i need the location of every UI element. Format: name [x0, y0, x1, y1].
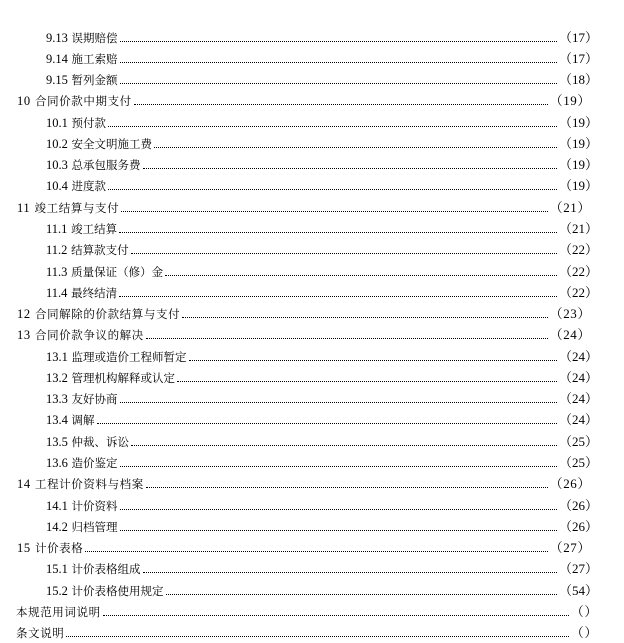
toc-entry-page: （26）	[558, 498, 598, 513]
toc-entry-number: 10	[17, 94, 31, 108]
dot-leader	[189, 360, 557, 361]
dot-leader	[131, 253, 557, 254]
toc-entry-9-13[interactable]	[46, 26, 598, 47]
dot-leader	[120, 466, 557, 467]
toc-entry-number: 9.15	[46, 73, 68, 87]
toc-entry-13-1[interactable]	[46, 345, 598, 366]
toc-chapter-13[interactable]	[17, 323, 591, 344]
toc-entry-9-14[interactable]	[46, 47, 598, 68]
toc-entry-page: （18）	[558, 72, 598, 87]
toc-entry-page: （19）	[558, 115, 598, 130]
toc-entry-page: （）	[570, 625, 598, 640]
toc-entry-number: 13	[17, 328, 31, 342]
toc-entry-number: 13.2	[46, 371, 68, 385]
toc-entry-title: 结算款支付	[71, 243, 129, 257]
toc-entry-11-2[interactable]	[46, 238, 598, 259]
toc-entry-13-5[interactable]	[46, 430, 598, 451]
toc-entry-page: （17）	[558, 51, 598, 66]
toc-entry-page: （21）	[558, 221, 598, 236]
toc-entry-text	[17, 307, 180, 323]
toc-entry-text	[46, 265, 163, 281]
toc-entry-14-2[interactable]	[46, 515, 598, 536]
toc-entry-page: （25）	[558, 434, 598, 449]
toc-entry-text	[46, 137, 152, 153]
toc-entry-title: 合同价款中期支付	[34, 94, 132, 108]
toc-entry-14-1[interactable]	[46, 494, 598, 515]
toc-entry-text	[46, 243, 129, 259]
dot-leader	[143, 168, 557, 169]
toc-chapter-14[interactable]	[17, 472, 591, 493]
toc-entry-page: （24）	[549, 327, 591, 342]
toc-entry-text	[46, 52, 118, 68]
dot-leader	[66, 636, 568, 637]
toc-entry-page: （27）	[549, 540, 591, 555]
toc-entry-number: 13.1	[46, 350, 68, 364]
toc-entry-text	[46, 499, 118, 515]
toc-entry-page: （19）	[549, 93, 591, 108]
toc-entry-number: 13.6	[46, 456, 68, 470]
toc-entry-text	[46, 222, 117, 238]
toc-entry-title: 误期赔偿	[71, 31, 118, 45]
toc-entry-commentary[interactable]	[16, 621, 598, 642]
toc-entry-number: 10.2	[46, 137, 68, 151]
dot-leader	[146, 338, 548, 339]
toc-entry-13-6[interactable]	[46, 451, 598, 472]
toc-entry-text	[46, 456, 118, 472]
toc-entry-number: 15.1	[46, 562, 68, 576]
toc-entry-page: （25）	[558, 455, 598, 470]
toc-entry-text	[46, 392, 118, 408]
toc-entry-title: 友好协商	[71, 392, 118, 406]
toc-chapter-10[interactable]	[17, 89, 591, 110]
toc-entry-10-4[interactable]	[46, 174, 598, 195]
toc-entry-number: 11	[17, 201, 31, 215]
toc-entry-number: 9.13	[46, 31, 68, 45]
dot-leader	[177, 381, 557, 382]
toc-entry-title: 最终结清	[71, 286, 118, 300]
toc-entry-title: 竣工结算与支付	[34, 201, 120, 215]
toc-entry-title: 安全文明施工费	[71, 137, 153, 151]
dot-leader	[120, 62, 557, 63]
toc-entry-text	[17, 201, 119, 217]
toc-entry-13-2[interactable]	[46, 366, 598, 387]
dot-leader	[119, 296, 557, 297]
toc-entry-title: 暂列金额	[71, 73, 118, 87]
toc-entry-page: （22）	[558, 242, 598, 257]
toc-entry-text	[17, 328, 144, 344]
toc-entry-text	[17, 541, 83, 557]
toc-entry-title: 竣工结算	[71, 222, 118, 236]
toc-entry-number: 10.3	[46, 158, 68, 172]
toc-entry-text	[46, 31, 118, 47]
toc-entry-15-2[interactable]	[46, 579, 598, 600]
toc-entry-number: 14.2	[46, 520, 68, 534]
toc-entry-10-1[interactable]	[46, 111, 598, 132]
dot-leader	[120, 41, 557, 42]
toc-entry-text	[46, 520, 118, 536]
toc-entry-text	[46, 435, 129, 451]
toc-chapter-15[interactable]	[17, 536, 591, 557]
toc-entry-title: 预付款	[71, 116, 107, 130]
toc-entry-title: 合同解除的价款结算与支付	[34, 307, 181, 321]
toc-entry-page: （24）	[558, 349, 598, 364]
toc-entry-number: 13.4	[46, 413, 68, 427]
toc-entry-title: 工程计价资料与档案	[34, 477, 144, 491]
toc-entry-title: 管理机构解释或认定	[71, 371, 176, 385]
dot-leader	[134, 104, 548, 105]
dot-leader	[120, 402, 557, 403]
toc-entry-11-4[interactable]	[46, 281, 598, 302]
toc-entry-number: 12	[17, 307, 31, 321]
toc-chapter-12[interactable]	[17, 302, 591, 323]
dot-leader	[121, 211, 547, 212]
toc-entry-text	[46, 286, 117, 302]
dot-leader	[85, 551, 547, 552]
toc-entry-9-15[interactable]	[46, 68, 598, 89]
toc-entry-15-1[interactable]	[46, 557, 598, 578]
toc-entry-10-2[interactable]	[46, 132, 598, 153]
toc-entry-number: 11.1	[46, 222, 68, 236]
toc-entry-text	[46, 158, 141, 174]
toc-entry-title: 合同价款争议的解决	[34, 328, 144, 342]
toc-entry-text	[46, 413, 95, 429]
dot-leader	[165, 275, 557, 276]
toc-entry-text	[46, 179, 106, 195]
toc-entry-page: （23）	[549, 306, 591, 321]
toc-entry-number: 9.14	[46, 52, 68, 66]
toc-entry-page: （24）	[558, 391, 598, 406]
toc-entry-title: 条文说明	[16, 626, 65, 640]
toc-entry-text	[46, 562, 141, 578]
toc-entry-title: 计价表格组成	[71, 562, 141, 576]
toc-entry-number: 15	[17, 541, 31, 555]
dot-leader	[103, 615, 569, 616]
toc-entry-page: （）	[570, 604, 598, 619]
toc-entry-title: 计价表格使用规定	[71, 584, 164, 598]
toc-entry-title: 计价表格	[34, 541, 84, 555]
toc-entry-number: 14.1	[46, 499, 68, 513]
toc-entry-11-1[interactable]	[46, 217, 598, 238]
dot-leader	[108, 189, 557, 190]
toc-entry-13-3[interactable]	[46, 387, 598, 408]
toc-entry-11-3[interactable]	[46, 260, 598, 281]
toc-entry-number: 13.5	[46, 435, 68, 449]
dot-leader	[120, 509, 557, 510]
toc-entry-text	[46, 73, 118, 89]
toc-entry-title: 总承包服务费	[71, 158, 141, 172]
toc-chapter-11[interactable]	[17, 196, 591, 217]
toc-entry-title: 质量保证（修）金	[71, 265, 164, 279]
toc-entry-number: 11.4	[46, 286, 68, 300]
toc-entry-10-3[interactable]	[46, 153, 598, 174]
toc-entry-page: （26）	[558, 519, 598, 534]
toc-entry-text	[46, 371, 175, 387]
dot-leader	[120, 83, 557, 84]
toc-entry-number: 14	[17, 477, 31, 491]
dot-leader	[182, 317, 547, 318]
toc-entry-page: （22）	[558, 264, 598, 279]
toc-entry-page: （19）	[558, 178, 598, 193]
toc-entry-title: 监理或造价工程师暂定	[71, 350, 187, 364]
toc-entry-page: （19）	[558, 157, 598, 172]
toc-entry-number: 11.3	[46, 265, 68, 279]
toc-entry-text	[17, 477, 144, 493]
dot-leader	[119, 232, 557, 233]
toc-entry-title: 调解	[71, 413, 95, 427]
toc-entry-page: （27）	[558, 561, 598, 576]
toc-entry-title: 施工索赔	[71, 52, 118, 66]
toc-entry-number: 10.1	[46, 116, 68, 130]
dot-leader	[154, 147, 557, 148]
toc-entry-number: 10.4	[46, 179, 68, 193]
toc-entry-page: （26）	[549, 476, 591, 491]
toc-entry-number: 15.2	[46, 584, 68, 598]
toc-entry-title: 进度款	[71, 179, 107, 193]
toc-entry-page: （21）	[549, 200, 591, 215]
dot-leader	[97, 423, 557, 424]
toc-entry-terminology[interactable]	[16, 600, 598, 621]
toc-entry-title: 仲裁、诉讼	[71, 435, 130, 449]
dot-leader	[108, 126, 557, 127]
dot-leader	[143, 572, 557, 573]
toc-entry-text	[46, 116, 106, 132]
toc-entry-13-4[interactable]	[46, 408, 598, 429]
toc-entry-number: 13.3	[46, 392, 68, 406]
toc-entry-number: 11.2	[46, 243, 68, 257]
toc-entry-page: （54）	[558, 583, 598, 598]
dot-leader	[146, 487, 548, 488]
toc-entry-text	[46, 350, 187, 366]
toc-entry-title: 造价鉴定	[71, 456, 118, 470]
toc-entry-page: （19）	[558, 136, 598, 151]
toc-entry-title: 本规范用词说明	[16, 605, 101, 619]
toc-entry-page: （22）	[558, 285, 598, 300]
toc-entry-title: 归档管理	[71, 520, 118, 534]
toc-entry-page: （24）	[558, 412, 598, 427]
dot-leader	[131, 445, 557, 446]
toc-entry-page: （17）	[558, 30, 598, 45]
dot-leader	[166, 594, 557, 595]
toc-entry-text	[46, 584, 164, 600]
toc-entry-title: 计价资料	[71, 499, 118, 513]
dot-leader	[120, 530, 557, 531]
toc-entry-text	[17, 94, 132, 110]
toc-entry-page: （24）	[558, 370, 598, 385]
